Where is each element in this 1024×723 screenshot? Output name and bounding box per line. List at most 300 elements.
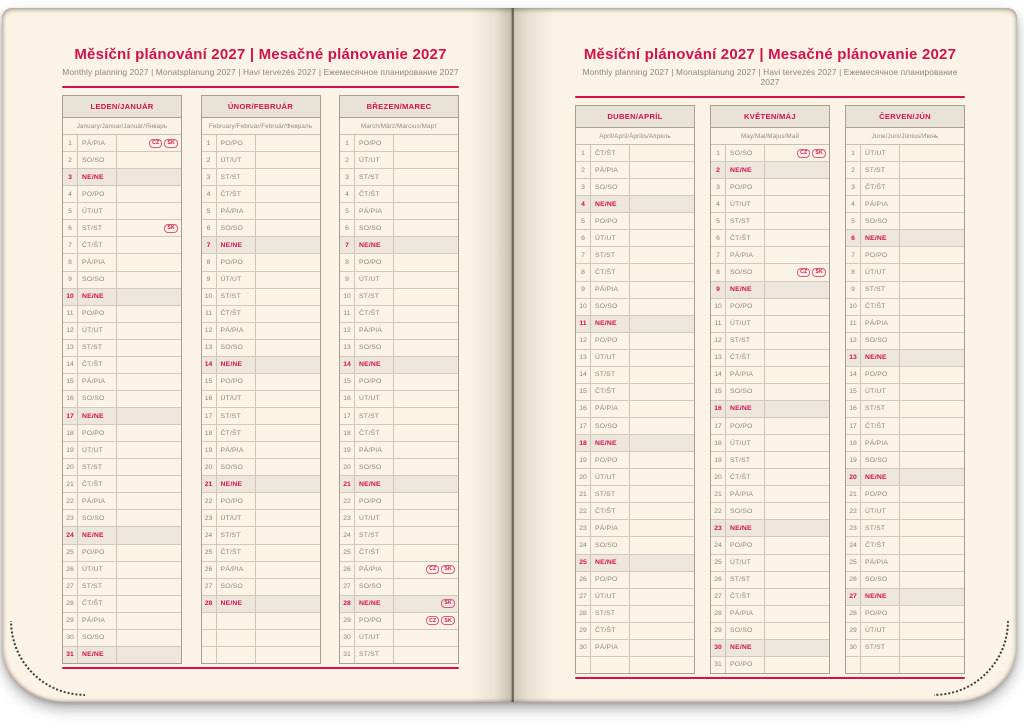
day-row [576,213,694,230]
day-number: 1 [576,145,591,161]
day-number: 11 [846,316,861,332]
holiday-badge-sk: SK [812,149,826,158]
notes-cell [256,596,320,612]
day-row [340,630,458,647]
notes-cell [900,350,964,366]
page-subtitle: Monthly planning 2027 | Monatsplanung 2027 | Havi tervezés 2027 | Ежемесячное планирование 2027 [62,67,459,77]
day-number: 23 [202,510,217,526]
weekday-label: PO/PO [861,247,900,263]
notes-cell [900,384,964,400]
notes-cell [394,459,458,475]
day-row [202,186,320,203]
day-number: 26 [576,572,591,588]
day-row [63,169,181,186]
day-row [711,179,829,196]
day-row [202,306,320,323]
day-row [202,357,320,374]
weekday-label: ST/ST [861,282,900,298]
day-row [846,333,964,350]
notes-cell [117,596,181,612]
day-number: 3 [340,169,355,185]
month-header: ČERVEN/JÚN [846,106,964,128]
weekday-label: ÚT/UT [217,152,256,168]
weekday-label: ÚT/UT [355,510,394,526]
day-row [576,145,694,162]
day-number: 25 [202,545,217,561]
weekday-label: SO/SO [591,299,630,315]
empty-weekday-cell [217,613,256,629]
weekday-label: NE/NE [355,357,394,373]
day-row [63,272,181,289]
notes-cell [765,179,829,195]
day-number: 11 [340,306,355,322]
day-row [63,254,181,271]
day-number: 8 [846,264,861,280]
notes-cell [765,230,829,246]
notes-cell [117,579,181,595]
weekday-label: PÁ/PIA [591,520,630,536]
weekday-label: PÁ/PIA [591,162,630,178]
day-row [846,350,964,367]
day-row [340,596,458,613]
notes-cell [117,169,181,185]
day-row [202,220,320,237]
notes-cell [117,203,181,219]
weekday-label: PÁ/PIA [591,282,630,298]
notes-cell [630,179,694,195]
weekday-label: PO/PO [355,254,394,270]
day-number: 3 [711,179,726,195]
month-header: BŘEZEN/MAREC [340,96,458,118]
notes-cell [394,203,458,219]
page-left [62,36,459,669]
day-number: 18 [202,425,217,441]
day-number: 20 [846,469,861,485]
notes-cell [900,486,964,502]
day-number: 19 [846,452,861,468]
weekday-label: ČT/ŠT [217,186,256,202]
notes-cell [630,640,694,656]
weekday-label: PÁ/PIA [217,323,256,339]
day-number: 7 [576,247,591,263]
weekday-label: SO/SO [355,220,394,236]
day-number: 20 [202,459,217,475]
day-row [846,503,964,520]
day-number: 3 [846,179,861,195]
notes-cell [900,213,964,229]
notes-cell [630,333,694,349]
day-row [711,623,829,640]
weekday-label: ÚT/UT [78,203,117,219]
notes-cell [117,254,181,270]
day-number: 22 [711,503,726,519]
weekday-label: ÚT/UT [355,391,394,407]
day-number: 14 [340,357,355,373]
day-row [711,452,829,469]
empty-row [576,657,694,673]
day-row [202,442,320,459]
day-row [63,442,181,459]
day-number: 19 [711,452,726,468]
notes-cell [256,442,320,458]
day-number: 28 [711,606,726,622]
bottom-rule [575,677,965,679]
notes-cell [117,545,181,561]
day-number: 19 [202,442,217,458]
weekday-label: ST/ST [355,169,394,185]
day-number: 25 [576,555,591,571]
day-number: 20 [711,469,726,485]
day-row [202,135,320,152]
day-row [846,435,964,452]
day-number: 12 [846,333,861,349]
day-number: 27 [340,579,355,595]
notes-cell [765,264,829,280]
weekday-label: ČT/ŠT [78,596,117,612]
notes-cell [630,623,694,639]
day-number: 18 [846,435,861,451]
weekday-label: PÁ/PIA [78,493,117,509]
empty-notes-cell [256,630,320,646]
day-row [340,545,458,562]
month-languages-subtitle: June/Juni/Június/Июнь [846,128,964,145]
day-row [576,640,694,657]
book-spine [470,8,554,702]
day-number: 11 [711,316,726,332]
weekday-label: SO/SO [591,179,630,195]
day-row [63,425,181,442]
notes-cell [394,527,458,543]
weekday-label: PÁ/PIA [355,442,394,458]
stitch-arc-icon [10,621,85,696]
weekday-label: ÚT/UT [591,350,630,366]
notes-cell [630,367,694,383]
notes-cell [394,493,458,509]
weekday-label: PO/PO [726,179,765,195]
day-row [846,316,964,333]
notes-cell [256,135,320,151]
day-row [63,357,181,374]
day-row [340,442,458,459]
day-number: 22 [576,503,591,519]
day-row [846,264,964,281]
notes-cell [394,357,458,373]
notes-cell [630,486,694,502]
notes-cell [765,333,829,349]
weekday-label: NE/NE [355,476,394,492]
day-number: 30 [340,630,355,646]
weekday-label: NE/NE [726,401,765,417]
holiday-badge-sk: SK [441,616,455,625]
weekday-label: SO/SO [355,459,394,475]
weekday-label: NE/NE [355,237,394,253]
weekday-label: PÁ/PIA [217,442,256,458]
day-row [340,323,458,340]
day-number: 7 [202,237,217,253]
day-number: 21 [202,476,217,492]
weekday-label: ÚT/UT [355,630,394,646]
day-row [846,162,964,179]
day-row [711,486,829,503]
month-header: LEDEN/JANUÁR [63,96,181,118]
day-number: 17 [576,418,591,434]
day-row [63,562,181,579]
day-number: 27 [63,579,78,595]
notes-cell [765,350,829,366]
day-number: 6 [63,220,78,236]
weekday-label: SO/SO [726,503,765,519]
day-number: 8 [576,264,591,280]
day-row [576,350,694,367]
day-row [63,186,181,203]
weekday-label: ÚT/UT [78,442,117,458]
weekday-label: PÁ/PIA [861,555,900,571]
notes-cell [900,367,964,383]
day-number: 28 [202,596,217,612]
day-row [846,572,964,589]
day-number: 1 [63,135,78,151]
day-row [340,254,458,271]
day-number: 12 [63,323,78,339]
weekday-label: NE/NE [78,169,117,185]
weekday-label: ÚT/UT [861,623,900,639]
weekday-label: ČT/ŠT [726,469,765,485]
notes-cell [630,520,694,536]
day-number: 29 [711,623,726,639]
weekday-label: ČT/ŠT [726,230,765,246]
notes-cell [900,606,964,622]
empty-number-cell [202,630,217,646]
weekday-label: ČT/ŠT [591,503,630,519]
day-row [576,333,694,350]
day-row [846,555,964,572]
day-number: 21 [340,476,355,492]
empty-row [202,630,320,647]
day-row [63,579,181,596]
day-number: 30 [711,640,726,656]
day-number: 12 [711,333,726,349]
weekday-label: ČT/ŠT [355,306,394,322]
month-header: ÚNOR/FEBRUÁR [202,96,320,118]
day-row [711,247,829,264]
notes-cell [394,545,458,561]
notes-cell [256,493,320,509]
day-number: 2 [846,162,861,178]
day-row [202,493,320,510]
day-number: 27 [202,579,217,595]
weekday-label: ST/ST [591,247,630,263]
notes-cell [117,186,181,202]
notes-cell [256,254,320,270]
weekday-label: NE/NE [861,589,900,605]
weekday-label: ST/ST [591,606,630,622]
day-number: 7 [63,237,78,253]
day-row [340,169,458,186]
day-number: 20 [576,469,591,485]
weekday-label: ÚT/UT [355,272,394,288]
day-number: 11 [202,306,217,322]
day-row [576,606,694,623]
day-row [576,179,694,196]
weekday-label: ST/ST [217,527,256,543]
weekday-label: PO/PO [78,425,117,441]
day-row [711,520,829,537]
notes-cell [765,469,829,485]
day-row [202,408,320,425]
weekday-label: ČT/ŠT [861,537,900,553]
day-number: 11 [63,306,78,322]
notes-cell [256,186,320,202]
weekday-label: NE/NE [726,640,765,656]
weekday-label: PO/PO [591,213,630,229]
day-number: 21 [846,486,861,502]
notes-cell [900,555,964,571]
notes-cell [394,237,458,253]
day-number: 26 [202,562,217,578]
notes-cell [117,306,181,322]
notes-cell [394,425,458,441]
day-number: 21 [711,486,726,502]
weekday-label: SO/SO [591,537,630,553]
day-row [340,357,458,374]
notes-cell [256,425,320,441]
month-header: DUBEN/APRÍL [576,106,694,128]
notes-cell [394,630,458,646]
day-row [202,254,320,271]
weekday-label: PO/PO [355,493,394,509]
holiday-badge-sk: SK [812,268,826,277]
holiday-badge-sk: SK [441,599,455,608]
day-number: 7 [846,247,861,263]
notes-cell [394,613,458,629]
day-row [202,391,320,408]
notes-cell [117,476,181,492]
notes-cell [394,391,458,407]
notes-cell [765,162,829,178]
weekday-label: NE/NE [726,282,765,298]
notes-cell [765,316,829,332]
day-row [340,203,458,220]
weekday-label: PÁ/PIA [355,203,394,219]
day-number: 29 [340,613,355,629]
weekday-label: ST/ST [78,340,117,356]
weekday-label: PO/PO [591,572,630,588]
day-row [202,476,320,493]
weekday-label: ÚT/UT [726,196,765,212]
notes-cell [117,527,181,543]
notes-cell [394,374,458,390]
holiday-badge-sk: SK [164,224,178,233]
day-row [846,213,964,230]
day-row [63,545,181,562]
day-number: 2 [202,152,217,168]
day-row [63,237,181,254]
weekday-label: NE/NE [217,476,256,492]
weekday-label: SO/SO [78,630,117,646]
weekday-label: PO/PO [591,333,630,349]
day-number: 13 [576,350,591,366]
day-row [711,401,829,418]
day-row [63,459,181,476]
day-number: 4 [63,186,78,202]
day-row [711,640,829,657]
weekday-label: PÁ/PIA [591,640,630,656]
weekday-label: SO/SO [217,220,256,236]
day-number: 8 [63,254,78,270]
day-number: 19 [340,442,355,458]
month-languages-subtitle: January/Januar/Január/Январь [63,118,181,135]
day-number: 18 [340,425,355,441]
day-row [711,264,829,281]
day-number: 28 [63,596,78,612]
day-number: 11 [576,316,591,332]
day-row [340,220,458,237]
day-number: 15 [711,384,726,400]
day-number: 6 [576,230,591,246]
weekday-label: ČT/ŠT [726,350,765,366]
day-row [711,503,829,520]
day-row [711,384,829,401]
day-number: 9 [202,272,217,288]
day-row [846,452,964,469]
weekday-label: NE/NE [78,289,117,305]
notes-cell [630,145,694,161]
day-row [576,469,694,486]
day-number: 17 [846,418,861,434]
day-row [63,203,181,220]
day-number: 10 [202,289,217,305]
day-number: 15 [846,384,861,400]
notes-cell [117,613,181,629]
day-number: 2 [63,152,78,168]
bottom-rule [62,667,459,669]
notes-cell [765,520,829,536]
notes-cell [630,384,694,400]
day-row [340,391,458,408]
day-number: 13 [63,340,78,356]
day-row [340,340,458,357]
notes-cell [256,408,320,424]
day-number: 13 [202,340,217,356]
day-number: 6 [711,230,726,246]
day-number: 9 [846,282,861,298]
day-row [846,247,964,264]
day-number: 27 [576,589,591,605]
day-row [711,230,829,247]
day-row [846,230,964,247]
day-row [576,196,694,213]
notes-cell [765,367,829,383]
day-row [711,589,829,606]
weekday-label: ST/ST [591,486,630,502]
day-row [340,613,458,630]
notes-cell [630,469,694,485]
day-row [576,418,694,435]
day-row [576,247,694,264]
day-row [63,323,181,340]
weekday-label: PÁ/PIA [726,486,765,502]
day-number: 13 [711,350,726,366]
day-number: 15 [576,384,591,400]
day-row [576,503,694,520]
holiday-badge-cz: CZ [797,149,810,158]
day-row [63,135,181,152]
weekday-label: PÁ/PIA [726,247,765,263]
notes-cell [117,323,181,339]
day-row [202,527,320,544]
weekday-label: PO/PO [78,545,117,561]
day-number: 26 [846,572,861,588]
